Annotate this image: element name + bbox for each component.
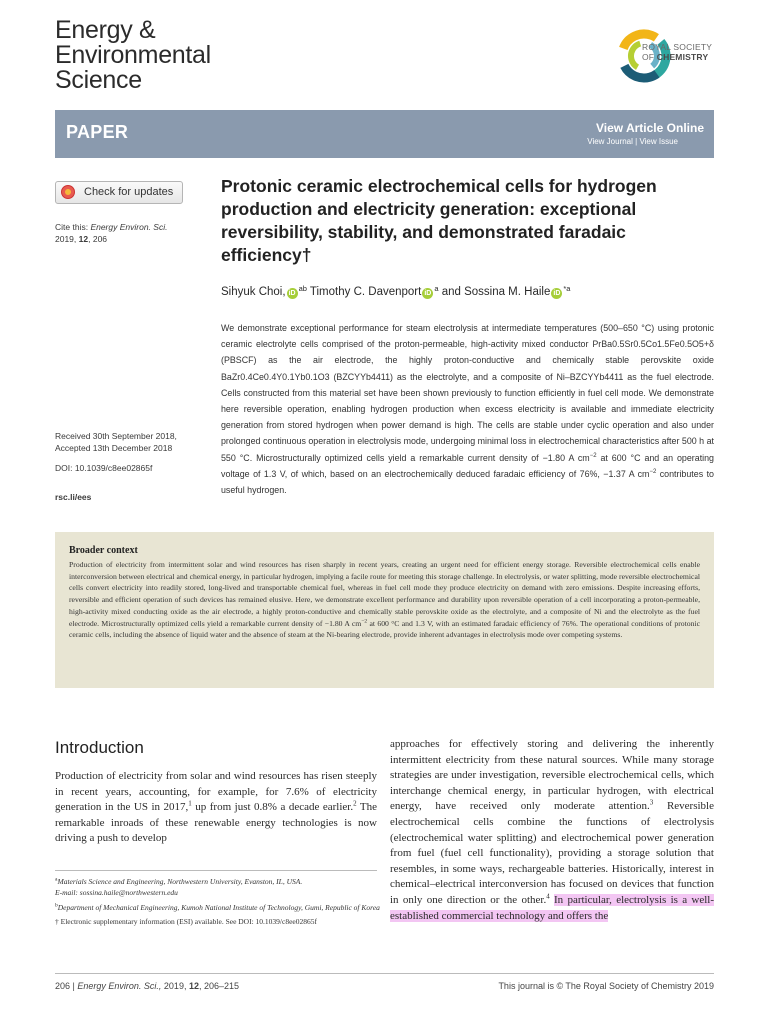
cite-page: , 206 [88,234,108,244]
author-affiliation: a [434,284,439,293]
journal-title [55,18,211,93]
intro-text: approaches for effectively storing and delivering the inherently intermittent electricity from these natural sources. While many storage strategies are under investigation, reversible electrochemical cells, which interchange chemical energy, in particular hydrogen, with electrical energy, have received only moderate attention. [390,738,714,813]
view-links-separator: | [635,137,638,146]
intro-text: Reversible electrochemical cells combine the functions of electrolysis (electrochemical water splitting) and electrochemical power generation from fuel (fuel cell functionality), providing a storage solution that resembles, in some ways, rechargeable batteries. Historically, interest in chemical–electrical interconversion has focused on devices that function in only one direction or the other. [390,800,714,906]
unit-exponent: −2 [649,468,657,475]
broader-context-body [69,559,700,641]
cite-year: 2019, [55,234,77,244]
rsc-logo-line2 [642,53,712,63]
footer-volume: 12 [188,981,199,991]
cite-volume: 12 [78,234,89,244]
reference-link[interactable]: 1 [188,799,192,808]
author-name[interactable]: Sihyuk Choi, [221,286,286,298]
footnote-divider [55,870,377,871]
rsc-logo-text [642,43,712,62]
abstract [221,320,714,498]
broader-context-text: at 600 °C and 1.3 V, with an estimated faradaic efficiency of 76%. The operational conditions of protonic ceramic cells, including the absence of liquid water and the absence of steam at the Ni-bearing electrode, provide inherent advantages in electrolysis mode over competing systems. [69,618,700,640]
rsc-logo-of: OF [642,51,657,62]
abstract-text: contributes to useful hydrogen. [221,468,714,496]
footnote-affiliation-a [55,876,385,899]
cite-journal: Energy Environ. Sci. [90,222,168,232]
section-heading-introduction: Introduction [55,738,144,757]
cite-prefix: Cite this: [55,222,91,232]
highlighted-text[interactable]: In particular, electrolysis is a well-established commercial technology and offers the [390,893,715,922]
author-list [221,284,570,299]
reference-link[interactable]: 2 [353,799,357,808]
abstract-text: We demonstrate exceptional performance for steam electrolysis at intermediate temperatures (500–650 °C) using protonic ceramic electrolyte cells comprised of the proton-permeable, high-activity mixed conductor [221,323,714,350]
author-name[interactable]: Sossina M. Haile [464,286,551,298]
broader-context-title: Broader context [69,545,138,556]
article-dates [55,430,177,454]
article-type-banner [55,110,714,158]
rsc-logo-chemistry: CHEMISTRY [656,51,709,62]
footer-citation [55,981,239,991]
journal-title-line2: Environmental [55,41,211,69]
footer-journal: Energy Environ. Sci., [77,981,162,991]
orcid-icon[interactable]: iD [288,290,296,297]
bzcyyb-formula: BaZr0.4Ce0.4Y0.1Yb0.1O3 [221,371,330,382]
page-number: 206 [55,981,71,991]
footnote-email[interactable]: E-mail: sossina.haile@northwestern.edu [55,888,178,898]
view-issue-link[interactable]: View Issue [639,137,678,146]
footer-year: 2019, [161,981,189,991]
rsc-logo-line1: ROYAL SOCIETY [642,42,713,52]
journal-title-line3: Science [55,66,142,94]
abstract-text: at 600 °C and an operating voltage of 1.3 V, of which, based on an electrochemically deduced faradaic efficiency of 76%, −1.37 A cm [221,452,714,479]
intro-text: Production of electricity from solar and wind resources has risen steeply in recent years, accounting, for example, for 7.6% of electricity generation in the US in 2017, [55,770,377,814]
journal-site-link[interactable]: rsc.li/ees [55,492,92,502]
received-date: Received 30th September 2018, [55,431,177,441]
footer-separator: | [70,981,78,991]
broader-context-text: Production of electricity from intermittent solar and wind resources has risen sharply in recent years, creating an urgent need for efficient energy storage. Reversible electrochemical cells enable interconversion between electrical and chemical energy, in particular hydrogen, implying a facile route for meeting this storage challenge. In electrolysis, or water splitting, mode reversible electrochemical cells convert electricity into readily stored, long-lived and transportable chemical fuel, whereas in fuel cell mode they produce electricity on demand with zero emissions. Despite increasing efforts, reversible and efficient operation of such devices has remained elusive. Here, we demonstrate excellent performance and durability upon reversible operation of a cell incorporating a proton-permeable, high-activity mixed conducting oxide as the air electrode, a highly proton-conductive and chemically stable perovskite oxide as the electrolyte, and a composite of Ni and the electrolyte as the fuel electrode. Microstructurally optimized cells yield a remarkable current density of −1.80 A cm [69,560,700,628]
footnote-affiliation-b [55,902,385,913]
citation [55,221,167,245]
crossmark-icon [61,185,75,199]
intro-text: up from just 0.8% a decade earlier. [191,801,354,814]
author-name[interactable]: Timothy C. Davenport [309,286,422,298]
footer-copyright: This journal is © The Royal Society of Chemistry 2019 [498,981,714,991]
footnote-mark: b [55,902,58,909]
orcid-icon[interactable]: iD [553,290,561,297]
check-for-updates-button[interactable] [55,181,183,204]
paper-title: Protonic ceramic electrochemical cells for hydrogen production and electricity generation: exceptional reversibility, stability, and demonstrated faradaic efficiency† [221,176,657,265]
view-links [587,137,678,146]
footer-pages: , 206–215 [198,981,240,991]
footer-divider [55,973,714,974]
footnote-esi[interactable]: † Electronic supplementary information (ESI) available. See DOI: 10.1039/c8ee02865f [55,917,318,927]
broader-context-box [55,532,714,688]
reference-link[interactable]: 4 [546,892,550,901]
footnote-mark: a [55,876,58,883]
abstract-text: (PBSCF) as the air electrode, the highly proton-conductive and chemically stable perovskite oxide [221,355,714,366]
doi[interactable]: DOI: 10.1039/c8ee02865f [55,463,153,473]
reference-link[interactable]: 3 [649,798,654,807]
unit-exponent: −2 [589,452,597,459]
check-for-updates-label: Check for updates [84,186,174,198]
intro-column-left [55,769,377,847]
unit-exponent: −2 [361,617,368,624]
author-separator: and [438,286,465,298]
author-affiliation: ab [298,284,307,293]
abstract-text: (BZCYYb4411) as the electrolyte, and a composite of Ni–BZCYYb4411 as the fuel electrode. Cells constructed from this material set have been shown previously to function efficiently in fuel cell mode. We demonstrate here reversible operation, enabling hydrogen production when excess electricity is available and immediate electricity generation from stored hydrogen when power demand is high. The cells are stable under cyclic operation and also under prolonged continuous operation in electrolysis mode, undergoing minimal loss in electrochemical characteristics after 500 h at 550 °C. Microstructurally optimized cells yield a remarkable current density of −1.80 A cm [221,371,714,463]
view-article-online-link[interactable]: View Article Online [595,121,704,135]
intro-column-right [390,737,714,924]
orcid-icon[interactable]: iD [424,290,432,297]
footnotes [55,876,385,931]
author-affiliation: *a [563,284,571,293]
article-type-label: PAPER [66,122,129,142]
pbscf-formula: PrBa0.5Sr0.5Co1.5Fe0.5O5+δ [592,339,714,350]
footnote-text: Department of Mechanical Engineering, Kumoh National Institute of Technology, Gumi, Republic of Korea [57,902,380,912]
intro-text: The remarkable inroads of these renewable energy technologies is now driving a push to develop [55,801,377,845]
accepted-date: Accepted 13th December 2018 [55,443,173,453]
footnote-text: Materials Science and Engineering, Northwestern University, Evanston, IL, USA. [57,877,303,886]
journal-title-line1: Energy & [55,16,156,44]
view-journal-link[interactable]: View Journal [587,137,633,146]
